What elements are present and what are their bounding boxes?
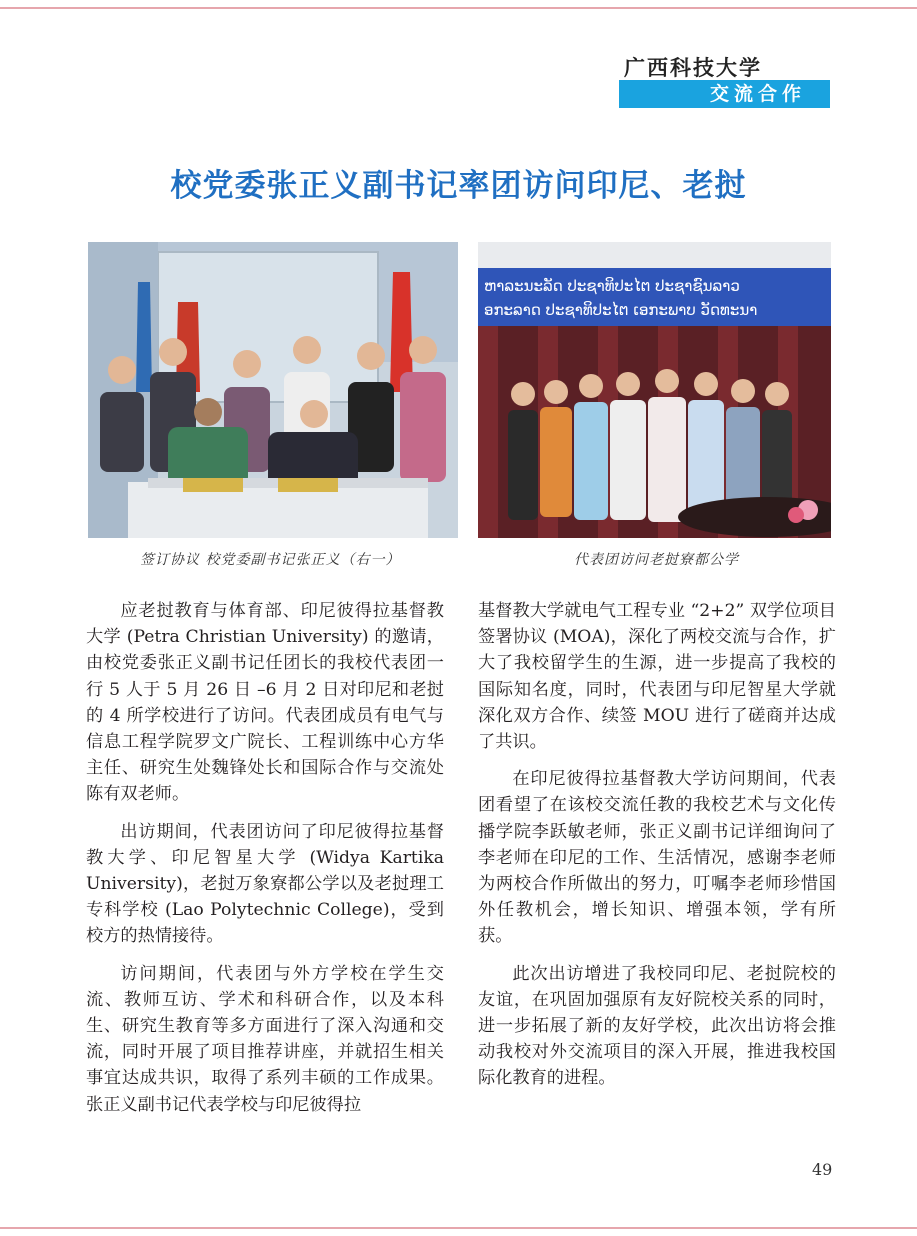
left-photo-caption: 签订协议 校党委副书记张正义（右一）: [140, 552, 401, 568]
banner-line-1: ຫາລະນະລັດ ປະຊາທິປະໄຕ ປະຊາຊົນລາວ: [484, 277, 740, 295]
right-photo-caption: 代表团访问老挝寮都公学: [574, 552, 739, 568]
section-label: 交流合作: [619, 80, 830, 108]
signing-photo: [88, 242, 458, 538]
paragraph: 此次出访增进了我校同印尼、老挝院校的友谊，在巩固加强原有友好院校关系的同时，进一步拓展了新的友好学校，此次出访将会推动我校对外交流项目的深入开展，推进我校国际化教育的进程。: [478, 963, 836, 1089]
banner-line-2: ອກະລາດ ປະຊາທິປະໄຕ ເອກະພາບ ວັດທະນາ: [484, 301, 758, 319]
paragraph: 应老挝教育与体育部、印尼彼得拉基督教大学 (Petra Christian University) 的邀请，由校党委张正义副书记任团长的我校代表团一行 5 人于 5 月 26 日 –6 月 2 日对印尼和老挝的 4 所学校进行了访问。代表团成员有电气与信息工程学院罗文广院长、工程训练中心方华主任、研究生处魏锋处长和国际合作与交流处陈有双老师。: [86, 601, 444, 805]
page-number: 49: [812, 1160, 833, 1179]
body-column-left: [86, 598, 444, 1129]
paragraph: 访问期间，代表团与外方学校在学生交流、教师互访、学术和科研合作，以及本科生、研究生教育等多方面进行了深入沟通和交流，同时开展了项目推荐讲座，并就招生相关事宜达成共识，取得了系列丰硕的工作成果。张正义副书记代表学校与印尼彼得拉: [86, 963, 444, 1115]
paragraph: 在印尼彼得拉基督教大学访问期间，代表团看望了在该校交流任教的我校艺术与文化传播学院李跃敏老师，张正义副书记详细询问了李老师在印尼的工作、生活情况，感谢李老师为两校合作所做出的努力，叮嘱李老师珍惜国外任教机会，增长知识、增强本领，学有所获。: [478, 769, 836, 947]
top-rule: [0, 7, 917, 9]
university-name: 广西科技大学: [624, 55, 762, 80]
paragraph-continued: 基督教大学就电气工程专业 “2+2” 双学位项目签署协议 (MOA)，深化了两校交流与合作，扩大了我校留学生的生源，进一步提高了我校的国际知名度，同时，代表团与印尼智星大学就深化双方合作、续签 MOU 进行了磋商并达成了共识。: [478, 601, 836, 753]
paragraph: 出访期间，代表团访问了印尼彼得拉基督教大学、印尼智星大学 (Widya Kartika University)，老挝万象寮都公学以及老挝理工专科学校 (Lao Polytechnic College)，受到校方的热情接待。: [86, 821, 444, 947]
body-column-right: [478, 598, 836, 1103]
delegation-photo: [478, 242, 831, 538]
bottom-rule: [0, 1227, 917, 1229]
article-title: 校党委张正义副书记率团访问印尼、老挝: [170, 168, 747, 204]
